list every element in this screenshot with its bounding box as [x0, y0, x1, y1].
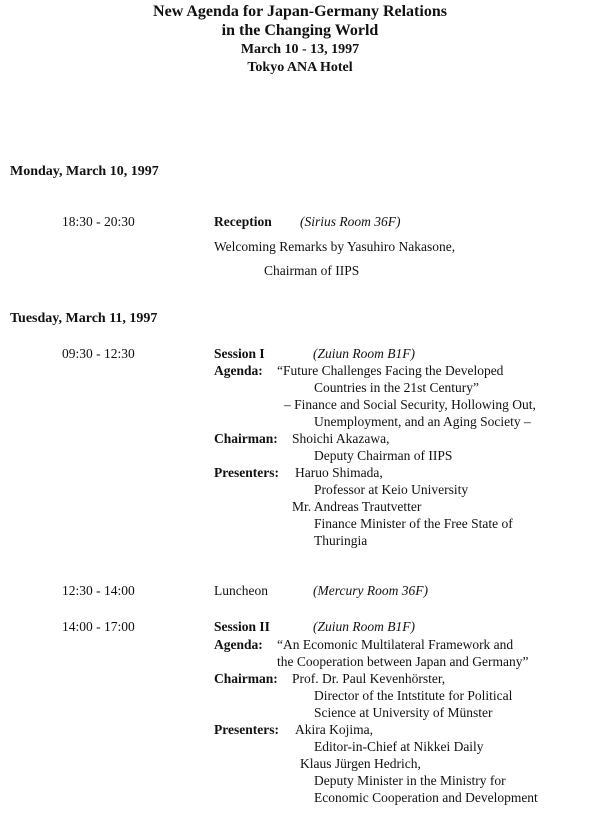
session2-title: Session II: [214, 619, 270, 634]
session1-presenter-2-role-2: Thuringia: [314, 533, 368, 548]
session2-agenda-line-1: “An Ecomonic Multilateral Framework and: [277, 637, 514, 652]
session1-presenter-1-role: Professor at Keio University: [314, 482, 469, 497]
event-venue: Tokyo ANA Hotel: [247, 60, 353, 75]
reception-title: Reception: [214, 214, 272, 229]
luncheon-title: Luncheon: [214, 583, 268, 598]
day-heading-monday: Monday, March 10, 1997: [10, 164, 159, 179]
welcoming-remarks: Welcoming Remarks by Yasuhiro Nakasone,: [214, 239, 456, 254]
session1-chairman-name: Shoichi Akazawa,: [292, 431, 390, 446]
day-heading-tuesday: Tuesday, March 11, 1997: [10, 311, 158, 326]
session1-agenda-line-1: “Future Challenges Facing the Developed: [277, 363, 504, 378]
session1-title: Session I: [214, 346, 265, 361]
session1-room: (Zuiun Room B1F): [313, 346, 415, 361]
session1-presenter-1-name: Haruo Shimada,: [295, 465, 383, 480]
session2-presenter-1-name: Akira Kojima,: [295, 722, 373, 737]
session1-agenda-line-4: Unemployment, and an Aging Society –: [314, 414, 531, 429]
session1-presenters-label: Presenters:: [214, 465, 279, 480]
session2-agenda-line-2: the Cooperation between Japan and Germany”: [277, 654, 529, 669]
session1-chairman-role: Deputy Chairman of IIPS: [314, 448, 453, 463]
title-line-1: New Agenda for Japan-Germany Relations: [153, 3, 447, 20]
title-line-2: in the Changing World: [221, 22, 379, 39]
session1-agenda-label: Agenda:: [214, 363, 263, 378]
session2-presenter-2-role-1: Deputy Minister in the Ministry for: [314, 773, 506, 788]
session1-agenda-line-2: Countries in the 21st Century”: [314, 380, 479, 395]
reception-time: 18:30 - 20:30: [62, 214, 135, 229]
session1-presenter-2-role-1: Finance Minister of the Free State of: [314, 516, 513, 531]
session2-chairman-label: Chairman:: [214, 671, 278, 686]
session1-agenda-line-3: – Finance and Social Security, Hollowing Out,: [284, 397, 536, 412]
session1-time: 09:30 - 12:30: [62, 346, 135, 361]
session1-presenter-2-name: Mr. Andreas Trautvetter: [292, 499, 422, 514]
event-dates: March 10 - 13, 1997: [240, 42, 360, 57]
session2-presenters-label: Presenters:: [214, 722, 279, 737]
session2-chairman-role-1: Director of the Intstitute for Political: [314, 688, 513, 703]
session2-room: (Zuiun Room B1F): [313, 619, 415, 634]
session2-chairman-name: Prof. Dr. Paul Kevenhörster,: [292, 671, 446, 686]
session1-chairman-label: Chairman:: [214, 431, 278, 446]
luncheon-room: (Mercury Room 36F): [313, 583, 428, 598]
session2-time: 14:00 - 17:00: [62, 619, 135, 634]
session2-chairman-role-2: Science at University of Münster: [314, 705, 493, 720]
session2-agenda-label: Agenda:: [214, 637, 263, 652]
welcoming-remarks-role: Chairman of IIPS: [264, 263, 360, 278]
session2-presenter-2-role-2: Economic Cooperation and Development: [314, 790, 538, 805]
reception-room: (Sirius Room 36F): [300, 214, 401, 229]
session2-presenter-1-role: Editor-in-Chief at Nikkei Daily: [314, 739, 484, 754]
session2-presenter-2-name: Klaus Jürgen Hedrich,: [300, 756, 421, 771]
luncheon-time: 12:30 - 14:00: [62, 583, 135, 598]
